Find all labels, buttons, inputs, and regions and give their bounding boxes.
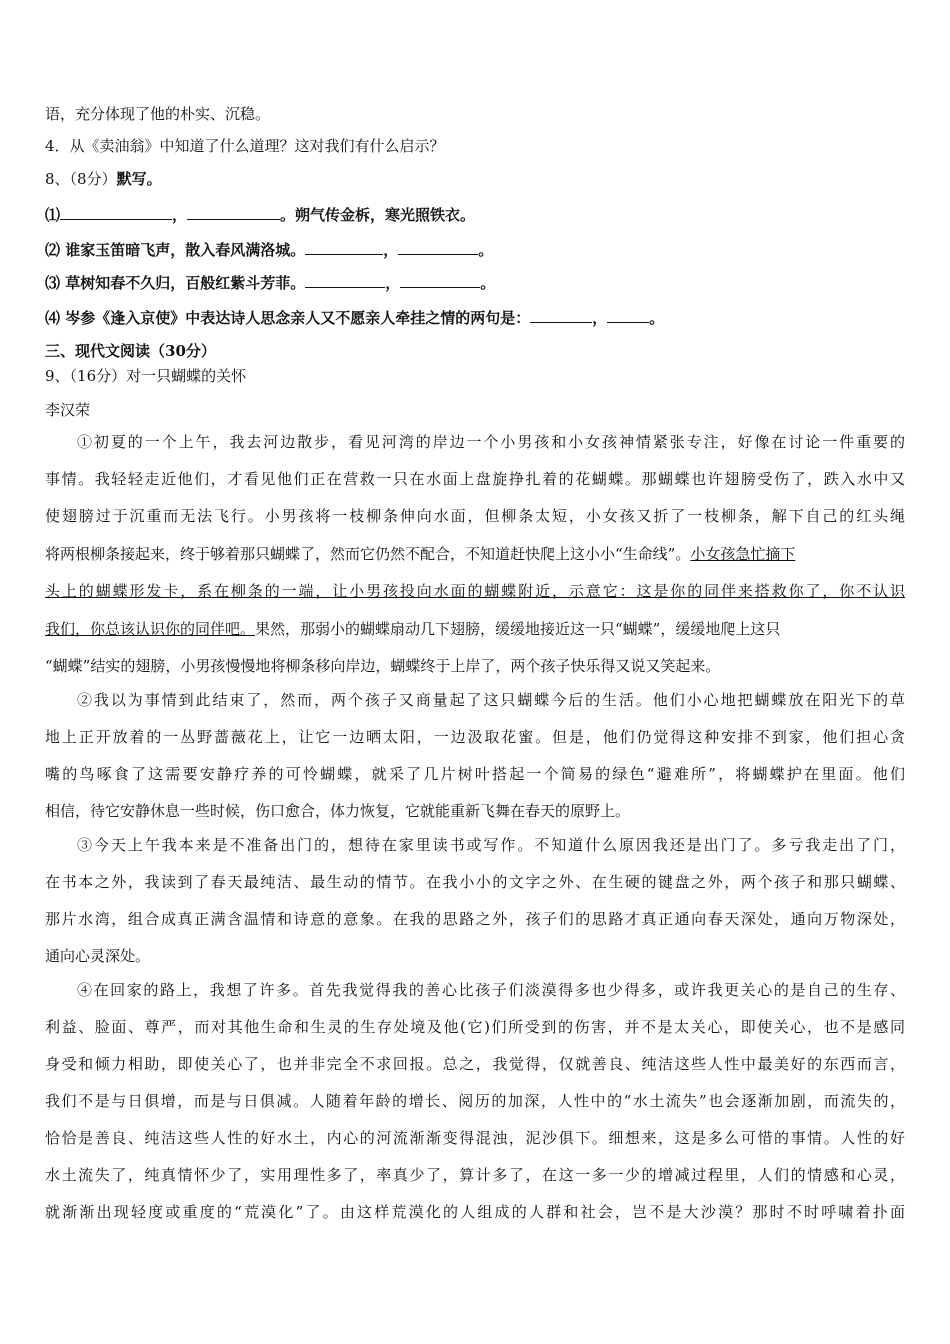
answer-blank[interactable] <box>60 205 172 220</box>
dictation-item-4: ⑷ 岑参《逢入京使》中表达诗人思念亲人又不愿亲人牵挂之情的两句是： ， 。 <box>45 309 665 327</box>
paragraph-line: ④在回家的路上，我想了许多。首先我觉得我的善心比孩子们淡漠得多也少得多，或许我更关心的是自己的生存、 <box>77 981 905 999</box>
paragraph-line: 通向心灵深处。 <box>45 947 151 965</box>
text-line: 语，充分体现了他的朴实、沉稳。 <box>45 105 271 123</box>
answer-blank[interactable] <box>305 273 385 288</box>
paragraph-line: 身受和倾力相助，即使关心了，也并非完全不求回报。总之，我觉得，仅就善良、纯洁这些人性中最美好的东西而言， <box>45 1055 905 1073</box>
answer-blank[interactable] <box>398 240 478 255</box>
paragraph-line: ①初夏的一个上午，我去河边散步，看见河湾的岸边一个小男孩和小女孩神情紧张专注，好像在讨论一件重要的 <box>77 433 905 451</box>
paragraph-line: 恰恰是善良、纯洁这些人性的好水土，内心的河流渐渐变得混浊，泥沙俱下。细想来，这是多么可惜的事情。人性的好 <box>45 1129 905 1147</box>
paragraph-line: 使翅膀过于沉重而无法飞行。小男孩将一枝柳条伸向水面，但柳条太短，小女孩又折了一枝柳条，解下自己的红头绳 <box>45 507 905 525</box>
dictation-item-3: ⑶ 草树知春不久归，百般红紫斗芳菲。 ， 。 <box>45 274 496 292</box>
underlined-sentence: 头上的蝴蝶形发卡，系在柳条的一端，让小男孩投向水面的蝴蝶附近，示意它：这是你的同伴来搭救你了，你不认识 <box>45 582 905 600</box>
answer-blank[interactable] <box>607 308 649 323</box>
paragraph-line: 嘴的鸟啄食了这需要安静疗养的可怜蝴蝶，就采了几片树叶搭起一个简易的绿色“避难所”，将蝴蝶护在里面。他们 <box>45 765 905 783</box>
paragraph-line: “蝴蝶”结实的翅膀，小男孩慢慢地将柳条移向岸边，蝴蝶终于上岸了，两个孩子快乐得又说又笑起来。 <box>45 657 721 675</box>
paragraph-line: 我们，你总该认识你的同伴吧。果然，那弱小的蝴蝶扇动几下翅膀，缓缓地接近这一只“蝴蝶”，缓缓地爬上这只 <box>45 620 781 638</box>
paragraph-line: 相信，待它安静休息一些时候，伤口愈合，体力恢复，它就能重新飞舞在春天的原野上。 <box>45 802 631 820</box>
question-title: 默写。 <box>116 170 162 188</box>
dictation-item-2: ⑵ 谁家玉笛暗飞声，散入春风满洛城。 ， 。 <box>45 241 494 259</box>
paragraph-line: 在书本之外，我读到了春天最纯洁、最生动的情节。在我小小的文字之外、在生硬的键盘之外，两个孩子和那只蝴蝶、 <box>45 873 905 891</box>
question-8-heading <box>45 169 162 189</box>
paragraph-line: 地上正开放着的一丛野蔷薇花上，让它一边晒太阳，一边汲取花蜜。但是，他们仍觉得这种安排不到家，他们担心贪 <box>45 728 905 746</box>
question-4: 4．从《卖油翁》中知道了什么道理？这对我们有什么启示？ <box>45 137 445 155</box>
paragraph-line: 水土流失了，纯真情怀少了，实用理性多了，率真少了，算计多了，在这一多一少的增减过程里，人们的情感和心灵， <box>45 1166 905 1184</box>
dictation-item-1: ⑴ ， 。朔气传金柝，寒光照铁衣。 <box>45 206 476 224</box>
answer-blank[interactable] <box>305 240 383 255</box>
paragraph-line: 利益、脸面、尊严，而对其他生命和生灵的生存处境及他(它)们所受到的伤害，并不是太关心，即使关心，也不是感同 <box>45 1018 905 1036</box>
paragraph-line: 事情。我轻轻走近他们，才看见他们正在营救一只在水面上盘旋挣扎着的花蝴蝶。那蝴蝶也许翅膀受伤了，跌入水中又 <box>45 470 905 488</box>
answer-blank[interactable] <box>187 205 280 220</box>
author: 李汉荣 <box>45 401 91 419</box>
paragraph-line: 将两根柳条接起来，终于够着那只蝴蝶了，然而它仍然不配合，不知道赶快爬上这小小“生命线”。小女孩急忙摘下 <box>45 545 796 563</box>
answer-blank[interactable] <box>400 273 480 288</box>
answer-blank[interactable] <box>530 308 592 323</box>
section-heading: 三、现代文阅读（30分） <box>45 342 216 360</box>
underlined-sentence: 小女孩急忙摘下 <box>690 545 796 563</box>
paragraph-line: 我们不是与日俱增，而是与日俱减。人随着年龄的增长、阅历的加深，人性中的“水土流失”也会逐渐加剧，而流失的， <box>45 1092 905 1110</box>
question-number: 8、（8分） <box>45 170 117 188</box>
paragraph-line: ②我以为事情到此结束了，然而，两个孩子又商量起了这只蝴蝶今后的生活。他们小心地把蝴蝶放在阳光下的草 <box>77 691 905 709</box>
underlined-sentence: 我们，你总该认识你的同伴吧。 <box>45 620 256 638</box>
paragraph-line: ③今天上午我本来是不准备出门的，想待在家里读书或写作。不知道什么原因我还是出门了。多亏我走出了门， <box>77 836 905 854</box>
paragraph-line: 那片水湾，组合成真正满含温情和诗意的意象。在我的思路之外，孩子们的思路才真正通向春天深处，通向万物深处， <box>45 910 905 928</box>
question-9-heading: 9、（16分）对一只蝴蝶的关怀 <box>45 367 247 385</box>
paragraph-line: 就渐渐出现轻度或重度的“荒漠化”了。由这样荒漠化的人组成的人群和社会，岂不是大沙漠？那时不时呼啸着扑面 <box>45 1203 905 1221</box>
